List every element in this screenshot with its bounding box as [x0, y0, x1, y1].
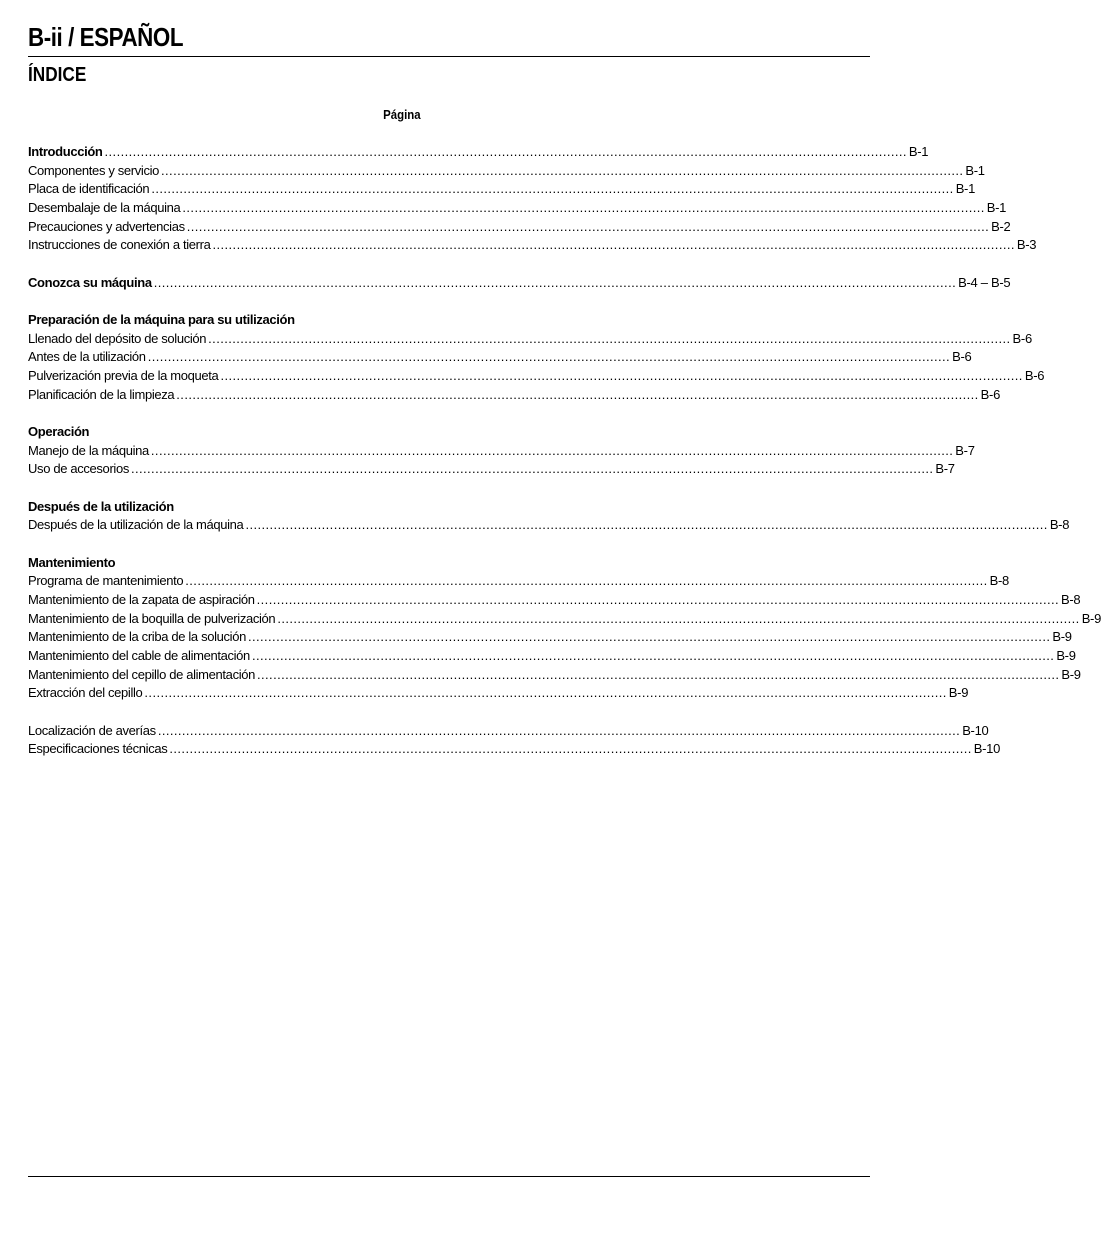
toc-entry-page: B-9: [1056, 648, 1076, 664]
dot-leader: ........................................................................................................................................................................................................: [208, 330, 1011, 346]
toc-entry-label: Después de la utilización de la máquina: [28, 517, 244, 533]
toc-entry[interactable]: [28, 274, 1011, 293]
toc-entry[interactable]: [28, 516, 1070, 535]
toc-group-heading: Mantenimiento: [28, 554, 116, 570]
toc-entry-page: B-1: [908, 144, 929, 159]
toc-entry-page: B-10: [962, 722, 989, 738]
dot-leader: ........................................................................................................................................................................................................: [186, 218, 990, 234]
toc-entry[interactable]: [28, 218, 1011, 237]
toc-entry[interactable]: [28, 386, 1001, 405]
toc-entry-page: B-4 – B-5: [958, 274, 1011, 290]
toc-entry[interactable]: [28, 591, 1081, 610]
toc-entry-page: B-1: [955, 181, 976, 197]
toc-entry-page: B-7: [935, 461, 955, 477]
toc-entry-page: B-10: [973, 741, 1001, 757]
dot-leader: ........................................................................................................................................................................................................: [104, 144, 907, 159]
dot-leader: ........................................................................................................................................................................................................: [151, 181, 954, 197]
toc-entry-page: B-8: [1061, 592, 1081, 608]
toc-entry[interactable]: [28, 367, 1045, 386]
toc-entry-page: B-9: [1052, 629, 1072, 645]
toc-entry-label: Placa de identificación: [28, 181, 150, 197]
toc-entry[interactable]: [28, 143, 929, 162]
toc-entry[interactable]: [28, 628, 1072, 647]
toc-entry-label: Conozca su máquina: [28, 274, 152, 290]
toc-entry-label: Mantenimiento de la boquilla de pulverización: [28, 610, 276, 626]
dot-leader: ........................................................................................................................................................................................................: [131, 461, 934, 477]
dot-leader: ........................................................................................................................................................................................................: [212, 237, 1015, 253]
toc-entry-page: B-8: [1049, 517, 1070, 533]
toc-entry-page: B-1: [986, 200, 1007, 216]
dot-leader: ........................................................................................................................................................................................................: [277, 610, 1080, 626]
page-column-header: [28, 106, 421, 124]
toc-entry-label: Extracción del cepillo: [28, 685, 143, 701]
toc-entry-page: B-6: [1012, 330, 1032, 346]
page-column-label: Página: [383, 107, 421, 122]
toc-group: [28, 722, 1001, 759]
toc-group: [28, 143, 1037, 255]
toc-entry-page: B-6: [980, 386, 1001, 402]
toc-entry-page: B-7: [955, 442, 975, 458]
toc-entry[interactable]: [28, 330, 1032, 349]
dot-leader: ........................................................................................................................................................................................................: [220, 368, 1023, 384]
toc-entry[interactable]: [28, 722, 989, 741]
toc-group: [28, 554, 1101, 704]
header-divider: [28, 56, 870, 57]
toc-entry-page: B-1: [965, 162, 985, 178]
toc-entry[interactable]: [28, 684, 969, 703]
dot-leader: ........................................................................................................................................................................................................: [161, 162, 964, 178]
dot-leader: ........................................................................................................................................................................................................: [169, 741, 972, 757]
toc-entry-page: B-9: [1061, 666, 1081, 682]
toc-entry[interactable]: [28, 740, 1001, 759]
footer-divider: [28, 1176, 870, 1177]
toc-group: [28, 423, 975, 479]
toc-entry-label: Mantenimiento de la zapata de aspiración: [28, 592, 255, 608]
dot-leader: ........................................................................................................................................................................................................: [147, 349, 951, 365]
toc-entry-page: B-6: [952, 349, 972, 365]
toc-entry-label: Instrucciones de conexión a tierra: [28, 237, 211, 253]
toc-entry-page: B-2: [991, 218, 1011, 234]
table-of-contents: [28, 106, 1101, 778]
dot-leader: ........................................................................................................................................................................................................: [182, 200, 985, 216]
toc-entry[interactable]: [28, 236, 1037, 255]
toc-groups: [28, 143, 1101, 759]
toc-entry[interactable]: [28, 348, 972, 367]
toc-entry-label: Manejo de la máquina: [28, 442, 149, 458]
toc-entry-label: Mantenimiento del cepillo de alimentación: [28, 666, 256, 682]
dot-leader: ........................................................................................................................................................................................................: [144, 685, 947, 701]
toc-entry[interactable]: [28, 572, 1009, 591]
dot-leader: ........................................................................................................................................................................................................: [256, 592, 1060, 608]
toc-entry[interactable]: [28, 460, 955, 479]
dot-leader: ........................................................................................................................................................................................................: [176, 386, 979, 402]
dot-leader: ........................................................................................................................................................................................................: [257, 666, 1060, 682]
toc-entry-page: B-3: [1016, 237, 1037, 253]
toc-entry[interactable]: [28, 199, 1007, 218]
dot-leader: ........................................................................................................................................................................................................: [185, 573, 988, 589]
toc-group: [28, 274, 1011, 293]
toc-group: [28, 498, 1070, 535]
toc-entry-label: Mantenimiento del cable de alimentación: [28, 648, 250, 664]
toc-entry-label: Antes de la utilización: [28, 349, 146, 365]
toc-entry-page: B-9: [1081, 610, 1101, 626]
toc-entry-label: Programa de mantenimiento: [28, 573, 184, 589]
toc-entry[interactable]: [28, 180, 976, 199]
toc-entry-label: Localización de averías: [28, 722, 156, 738]
toc-entry-label: Mantenimiento de la criba de la solución: [28, 629, 246, 645]
toc-entry-page: B-8: [989, 573, 1009, 589]
toc-entry[interactable]: [28, 610, 1101, 629]
dot-leader: ........................................................................................................................................................................................................: [153, 274, 957, 290]
toc-entry-label: Especificaciones técnicas: [28, 741, 168, 757]
toc-group-heading: Después de la utilización: [28, 498, 174, 514]
toc-entry-label: Precauciones y advertencias: [28, 218, 185, 234]
toc-entry[interactable]: [28, 647, 1076, 666]
toc-entry[interactable]: [28, 162, 985, 181]
dot-leader: ........................................................................................................................................................................................................: [157, 722, 961, 738]
dot-leader: ........................................................................................................................................................................................................: [150, 442, 954, 458]
toc-entry-label: Llenado del depósito de solución: [28, 330, 207, 346]
toc-group: [28, 311, 1045, 404]
toc-entry-page: B-9: [948, 685, 969, 701]
dot-leader: ........................................................................................................................................................................................................: [251, 648, 1055, 664]
toc-entry[interactable]: [28, 666, 1081, 685]
toc-group-heading: Operación: [28, 424, 90, 440]
dot-leader: ........................................................................................................................................................................................................: [245, 517, 1048, 533]
toc-entry-label: Introducción: [28, 144, 103, 159]
toc-entry-page: B-6: [1024, 368, 1045, 384]
dot-leader: ........................................................................................................................................................................................................: [247, 629, 1051, 645]
toc-entry[interactable]: [28, 442, 975, 461]
toc-entry-label: Planificación de la limpieza: [28, 386, 175, 402]
toc-entry-label: Pulverización previa de la moqueta: [28, 368, 219, 384]
toc-entry-label: Uso de accesorios: [28, 461, 129, 477]
toc-group-heading: Preparación de la máquina para su utilización: [28, 312, 295, 327]
page-title: B-ii / ESPAÑOL: [28, 22, 184, 52]
section-title: ÍNDICE: [28, 64, 87, 86]
toc-entry-label: Componentes y servicio: [28, 162, 160, 178]
toc-entry-label: Desembalaje de la máquina: [28, 200, 181, 216]
